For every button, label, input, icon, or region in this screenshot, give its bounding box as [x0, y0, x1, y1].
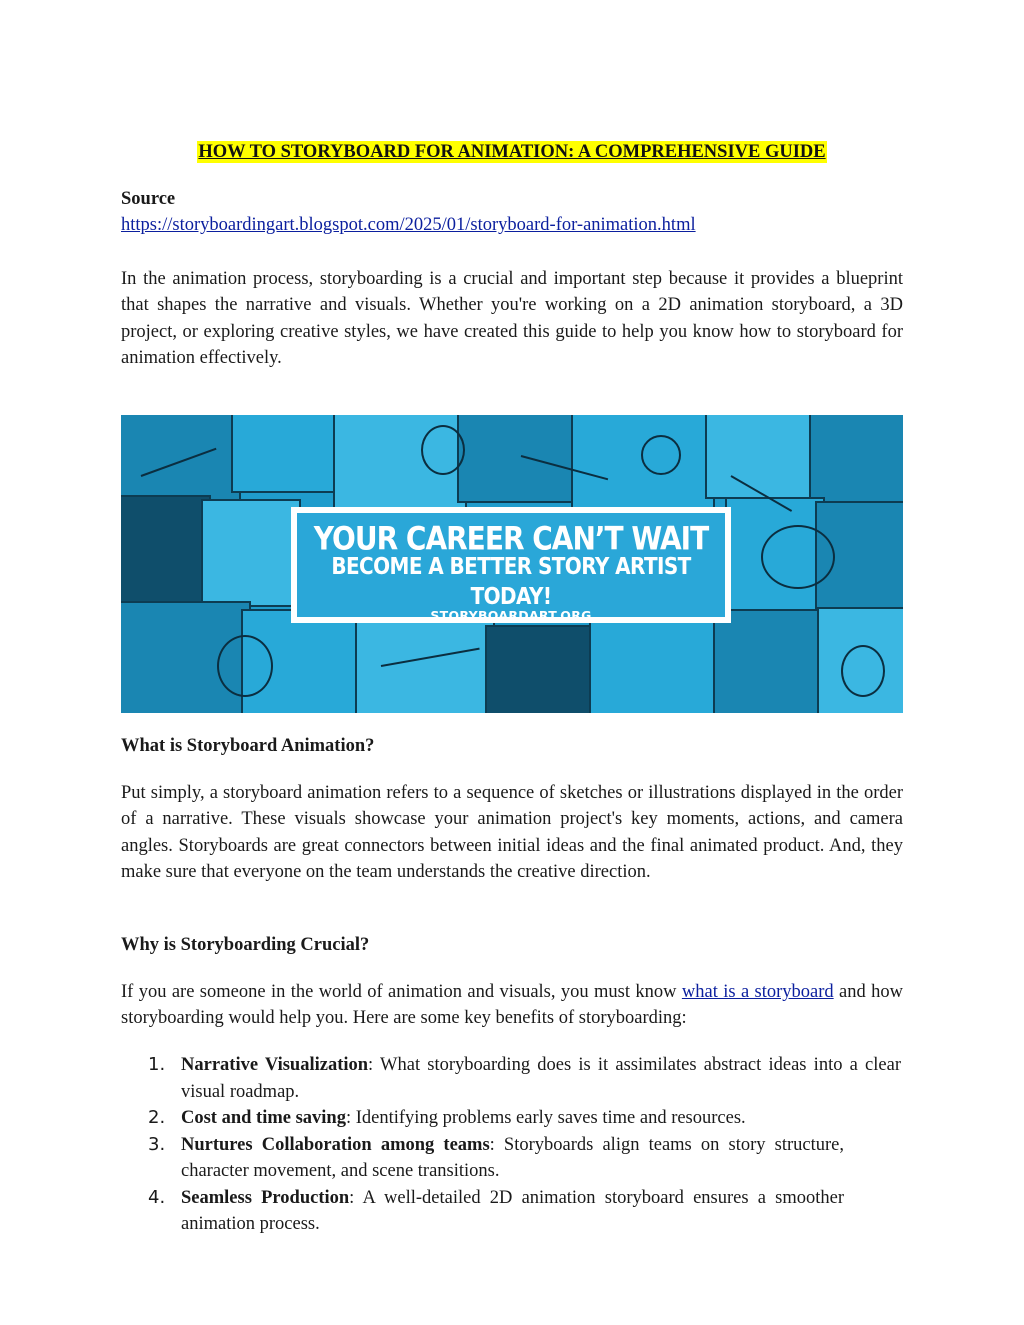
banner-panel [809, 415, 903, 507]
list-item [121, 1132, 844, 1185]
page-title: HOW TO STORYBOARD FOR ANIMATION: A COMPREHENSIVE GUIDE [198, 142, 826, 162]
why-text-before-link: If you are someone in the world of animation and visuals, you must know [121, 982, 682, 1002]
banner-headline: YOUR CAREER CAN’T WAIT [313, 519, 709, 558]
list-item [121, 1052, 901, 1105]
banner-panel [713, 609, 827, 713]
sketch-mark [217, 635, 273, 697]
banner-panel [589, 621, 723, 713]
list-term: Seamless Production [181, 1187, 350, 1208]
banner-panel [705, 415, 819, 499]
section-paragraph-why [121, 979, 903, 1032]
sketch-mark [761, 525, 835, 589]
banner-panel [231, 415, 343, 493]
list-number: 3. [148, 1133, 166, 1155]
intro-paragraph: In the animation process, storyboarding is a crucial and important step because it provides a blueprint that shapes the narrative and visuals. Whether you're working on a 2D animation storyboard, a 3D project, or exploring creative styles, we have created this guide to help you know how to storyboard for animation effectively. [121, 269, 903, 368]
promo-banner-image[interactable] [121, 415, 903, 713]
list-number: 2. [148, 1107, 166, 1128]
sketch-mark [841, 645, 885, 697]
title-container [121, 141, 903, 163]
banner-subheadline: BECOME A BETTER STORY ARTIST TODAY! [331, 552, 691, 610]
banner-panel [201, 499, 301, 607]
list-text: : A well-detailed 2D animation storyboard ensures a smoother animation process. [181, 1187, 844, 1234]
sketch-mark [641, 435, 681, 475]
list-number: 1. [148, 1054, 166, 1075]
list-term: Nurtures Collaboration among teams [181, 1134, 490, 1155]
list-text: : Identifying problems early saves time and resources. [345, 1108, 746, 1128]
list-item [121, 1105, 901, 1132]
list-term: Cost and time saving [181, 1108, 346, 1128]
section-heading-what-is: What is Storyboard Animation? [121, 736, 375, 756]
banner-panel [485, 625, 599, 713]
banner-panel [121, 495, 211, 609]
banner-panel [355, 621, 495, 713]
list-text: : Storyboards align teams on story structure, character movement, and scene transitions. [181, 1134, 844, 1181]
list-term: Narrative Visualization [181, 1055, 369, 1075]
benefits-list [121, 1052, 903, 1238]
what-is-a-storyboard-link[interactable]: what is a storyboard [681, 982, 834, 1002]
banner-text-box [291, 507, 731, 623]
list-number: 4. [148, 1186, 166, 1208]
section-paragraph-what-is: Put simply, a storyboard animation refers to a sequence of sketches or illustrations displayed in the order of a narrative. These visuals showcase your animation project's key moments, actions, and camera angles. Storyboards are great connectors between initial ideas and the final animated product. And, they make sure that everyone on the team understands the creative direction. [121, 783, 903, 882]
banner-text-inner [297, 513, 725, 623]
list-item [121, 1185, 844, 1238]
section-heading-why: Why is Storyboarding Crucial? [121, 935, 370, 955]
sketch-mark [421, 425, 465, 475]
source-link[interactable]: https://storyboardingart.blogspot.com/2025/01/storyboard-for-animation.html [121, 215, 696, 235]
banner-site: STORYBOARDART.ORG [430, 608, 592, 623]
banner-panel [457, 415, 581, 503]
why-text-after-link: and how storyboarding would help you. Here are some key benefits of storyboarding: [121, 982, 903, 1029]
source-label: Source [121, 189, 176, 209]
list-text: : What storyboarding does is it assimilates abstract ideas into a clear visual roadmap. [181, 1055, 901, 1102]
